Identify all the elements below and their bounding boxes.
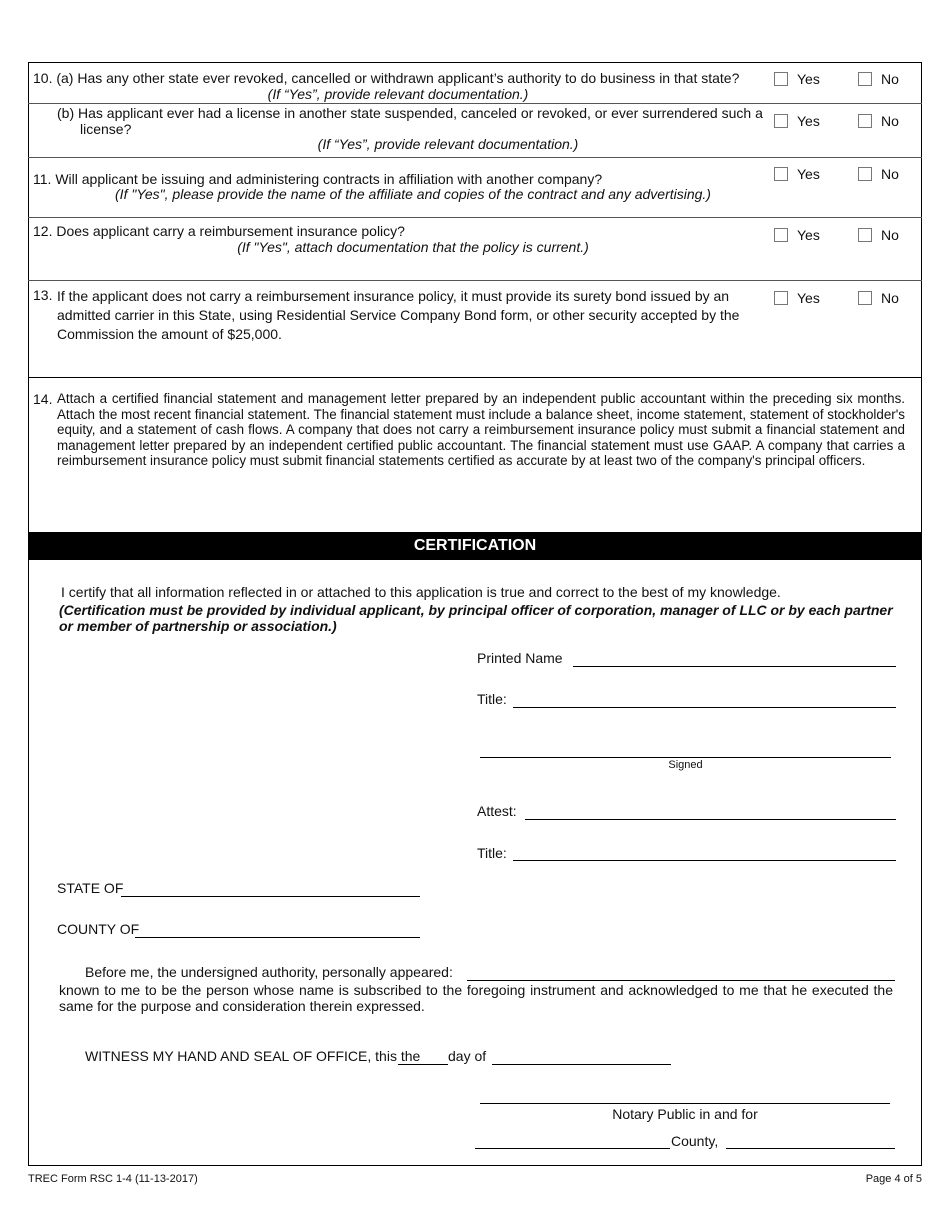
q11-no-label: No bbox=[881, 166, 899, 182]
question-13: If the applicant does not carry a reimbursement insurance policy, it must provide its surety bond issued by an admitted carrier in this State, using Residential Service Company Bond form, or other security accepted by the Commission the amount of $25,000. bbox=[57, 288, 740, 342]
q13-yes-label: Yes bbox=[797, 290, 820, 306]
question-12: 12. Does applicant carry a reimbursement insurance policy? bbox=[33, 223, 405, 239]
title-field[interactable] bbox=[513, 707, 896, 708]
question-10b-note: (If “Yes”, provide relevant documentation.) bbox=[317, 136, 579, 152]
appeared-name-field[interactable] bbox=[467, 980, 895, 981]
q12-no-checkbox[interactable] bbox=[858, 228, 872, 242]
q12-yes-label: Yes bbox=[797, 227, 820, 243]
question-12-note: (If "Yes", attach documentation that the policy is current.) bbox=[237, 239, 589, 255]
certification-heading: CERTIFICATION bbox=[29, 532, 921, 560]
question-11-note: (If "Yes", please provide the name of the affiliate and copies of the contract and any advertising.) bbox=[115, 186, 711, 202]
q10b-no-label: No bbox=[881, 113, 899, 129]
notary-signature-field[interactable] bbox=[480, 1103, 890, 1104]
question-11: 11. Will applicant be issuing and administering contracts in affiliation with another company? bbox=[33, 171, 603, 187]
row-divider bbox=[28, 377, 922, 378]
certification-statement: I certify that all information reflected in or attached to this application is true and correct to the best of my knowledge. bbox=[61, 584, 781, 600]
row-divider bbox=[28, 157, 922, 158]
q11-yes-label: Yes bbox=[797, 166, 820, 182]
title-label: Title: bbox=[477, 691, 507, 707]
question-13-number: 13. bbox=[33, 287, 53, 303]
attest-label: Attest: bbox=[477, 803, 517, 819]
attest-field[interactable] bbox=[525, 819, 896, 820]
q10b-no-checkbox[interactable] bbox=[858, 114, 872, 128]
row-divider bbox=[28, 103, 922, 104]
page-number: Page 4 of 5 bbox=[865, 1173, 922, 1185]
q12-yes-checkbox[interactable] bbox=[774, 228, 788, 242]
q10b-yes-label: Yes bbox=[797, 113, 820, 129]
q13-no-checkbox[interactable] bbox=[858, 291, 872, 305]
state-of-field[interactable] bbox=[121, 896, 420, 897]
form-id: TREC Form RSC 1-4 (11-13-2017) bbox=[28, 1173, 198, 1185]
witness-label: WITNESS MY HAND AND SEAL OF OFFICE, this the bbox=[85, 1048, 421, 1064]
question-10a-note: (If “Yes”, provide relevant documentation.) bbox=[267, 86, 529, 102]
question-14: Attach a certified financial statement and management letter prepared by an independent public accountant within the preceding six months. Attach the most recent financial statement. The financial statement must include a balance sheet, income statement, statement of stockholder's equity, and a statement of cash flows. A company that does not carry a reimbursement insurance policy must submit a financial statement and management letter prepared by an independent certified public accountant. The financial statement must use GAAP. A company that carries a reimbursement insurance policy must submit financial statements certified as accurate by at least two of the company's principal officers. bbox=[57, 391, 905, 469]
notary-label: Notary Public in and for bbox=[612, 1106, 758, 1122]
notary-county-field[interactable] bbox=[475, 1148, 670, 1149]
q13-no-label: No bbox=[881, 290, 899, 306]
title2-label: Title: bbox=[477, 845, 507, 861]
q10a-no-checkbox[interactable] bbox=[858, 72, 872, 86]
title2-field[interactable] bbox=[513, 860, 896, 861]
q11-yes-checkbox[interactable] bbox=[774, 167, 788, 181]
certification-note: (Certification must be provided by individual applicant, by principal officer of corporation, manager of LLC or by each partner or member of partnership or association.) bbox=[59, 602, 893, 634]
question-10b-cont: license? bbox=[80, 121, 132, 137]
row-divider bbox=[28, 217, 922, 218]
county-suffix-label: County, bbox=[671, 1133, 719, 1149]
q13-yes-checkbox[interactable] bbox=[774, 291, 788, 305]
appeared-text: known to me to be the person whose name is subscribed to the foregoing instrument and acknowledged to me that he executed the same for the purpose and consideration therein expressed. bbox=[59, 982, 893, 1014]
appeared-label: Before me, the undersigned authority, personally appeared: bbox=[85, 964, 453, 980]
notary-state-field[interactable] bbox=[726, 1148, 895, 1149]
q11-no-checkbox[interactable] bbox=[858, 167, 872, 181]
question-10a: 10. (a) Has any other state ever revoked, cancelled or withdrawn applicant’s authority to do business in that state? bbox=[33, 70, 740, 86]
witness-month-field[interactable] bbox=[492, 1064, 671, 1065]
signature-field[interactable] bbox=[480, 757, 891, 758]
q10a-yes-checkbox[interactable] bbox=[774, 72, 788, 86]
q12-no-label: No bbox=[881, 227, 899, 243]
q10a-no-label: No bbox=[881, 71, 899, 87]
printed-name-field[interactable] bbox=[573, 666, 896, 667]
county-of-field[interactable] bbox=[135, 937, 420, 938]
row-divider bbox=[28, 280, 922, 281]
day-of-label: day of bbox=[448, 1048, 487, 1064]
q10b-yes-checkbox[interactable] bbox=[774, 114, 788, 128]
state-of-label: STATE OF bbox=[57, 880, 124, 896]
witness-day-field[interactable] bbox=[398, 1064, 448, 1065]
county-of-label: COUNTY OF bbox=[57, 921, 140, 937]
q10a-yes-label: Yes bbox=[797, 71, 820, 87]
question-14-number: 14. bbox=[33, 391, 53, 407]
printed-name-label: Printed Name bbox=[477, 650, 563, 666]
question-10b: (b) Has applicant ever had a license in another state suspended, canceled or revoked, or ever surrendered such a bbox=[57, 105, 763, 121]
signed-label: Signed bbox=[668, 759, 703, 771]
